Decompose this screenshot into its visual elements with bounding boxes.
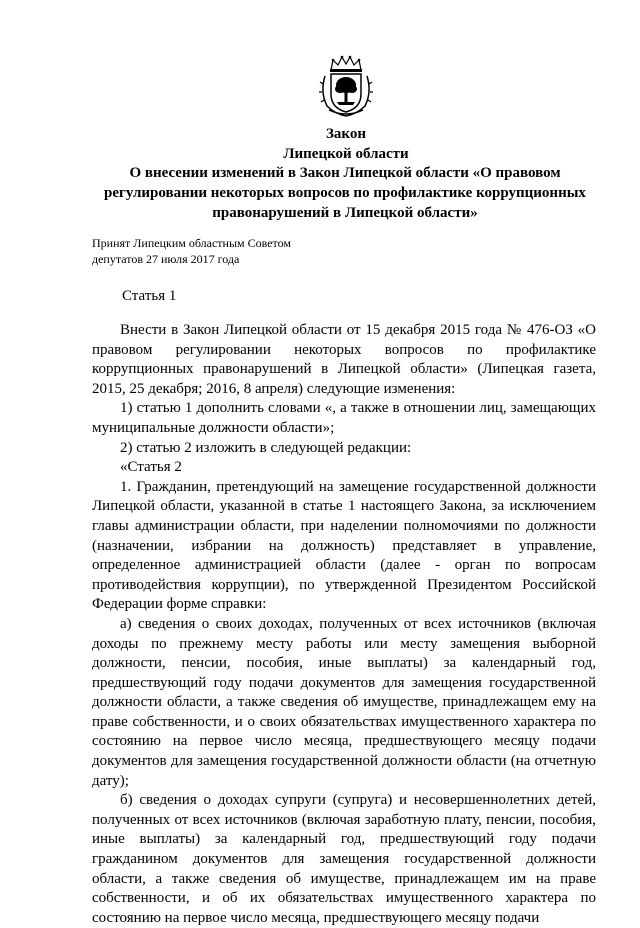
paragraph: 2) статью 2 изложить в следующей редакции: (120, 439, 412, 456)
paragraph: 1. Гражданин, претендующий на замещение государственной должности Липецкой области, указанной в статье 1 настоящего Закона, за исключением главы администрации области, при наделении полномочиями по должности (назначении, избрании на должность) представляет в управление, определенное администрацией области (далее - орган по вопросам противодействия коррупции), по утвержденной Президентом Российской Федерации форме справки: (92, 478, 596, 613)
paragraph: 1) статью 1 дополнить словами «, а также в отношении лиц, замещающих муниципальные должности области»; (92, 400, 596, 436)
article-heading: Статья 1 (122, 288, 177, 304)
adoption-line-1: Принят Липецким областным Советом (92, 236, 291, 250)
paragraph: б) сведения о доходах супруги (супруга) и несовершеннолетних детей, полученных от всех источников (включая заработную плату, пенсии, пособия, иные выплаты) за календарный год, предшествующий году подачи гражданином документов для замещения государственной должности области, а также сведения об имуществе, принадлежащем им на праве собственности, и об их обязательствах имущественного характера по состоянию на первое число месяца, предшествующего месяцу подачи (92, 792, 596, 926)
article-body (92, 321, 596, 928)
paragraph: Внести в Закон Липецкой области от 15 декабря 2015 года № 476-ОЗ «О правовом регулировании некоторых вопросов по профилактике коррупционных правонарушений в Липецкой области» (Липецкая газета, 2015, 25 декабря; 2016, 8 апреля) следующие изменения: (92, 322, 596, 397)
law-title-block (0, 124, 640, 164)
adoption-note (92, 235, 352, 267)
coat-of-arms-icon (319, 54, 373, 118)
law-label: Закон (325, 126, 366, 142)
adoption-line-2: депутатов 27 июля 2017 года (92, 252, 240, 266)
paragraph: «Статья 2 (120, 459, 182, 476)
law-heading: О внесении изменений в Закон Липецкой области «О правовом регулировании некоторых вопросов по профилактике коррупционных правонарушений в Липецкой области» (104, 165, 586, 221)
paragraph: а) сведения о своих доходах, полученных от всех источников (включая доходы по прежнему месту работы или месту замещения выборной должности, пенсии, пособия, иные выплаты) за календарный год, предшествующий году подачи документов для замещения государственной должности области, а также сведения об имуществе, принадлежащем ему на праве собственности, и о своих обязательствах имущественного характера по состоянию на первое число месяца, предшествующего месяцу подачи документов для замещения государственной должности области (на отчетную дату); (92, 615, 596, 789)
region-label: Липецкой области (283, 146, 409, 162)
